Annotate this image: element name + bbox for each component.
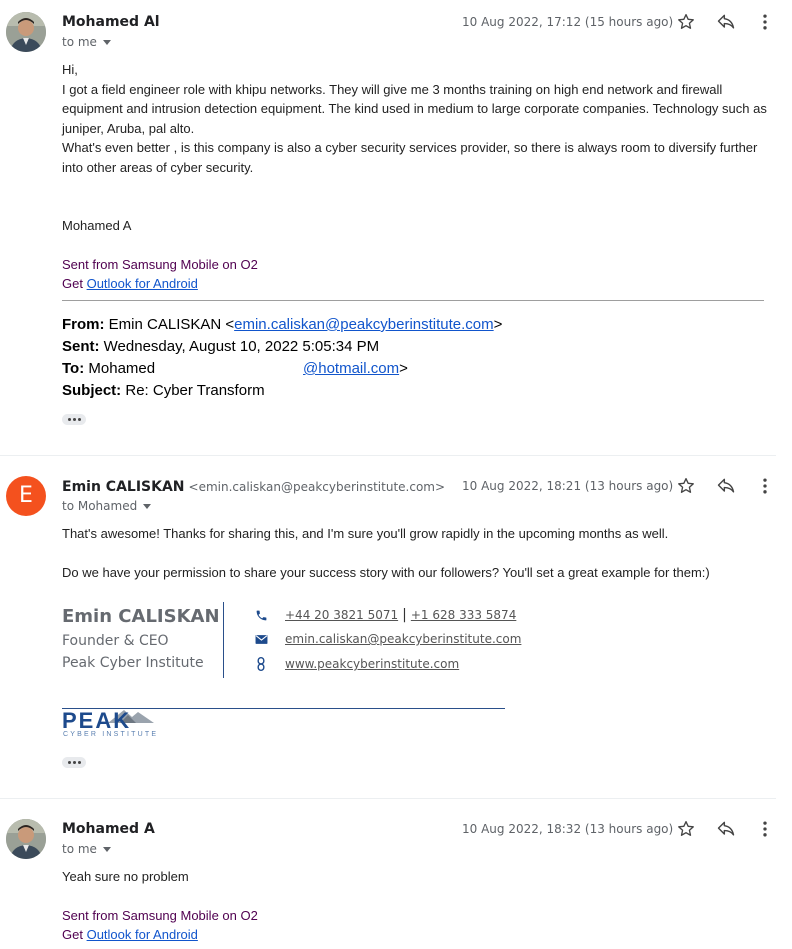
to-email-link[interactable]: @hotmail.com <box>303 360 400 377</box>
reply-button[interactable] <box>714 817 738 841</box>
reply-icon <box>716 12 736 32</box>
show-trimmed-content-button[interactable] <box>62 414 86 425</box>
website-link[interactable]: www.peakcyberinstitute.com <box>285 657 460 671</box>
sender-name[interactable]: Mohamed A <box>62 821 155 837</box>
sent-from-line: Sent from Samsung Mobile on O2 <box>62 257 258 272</box>
from-label: From: <box>62 316 105 333</box>
star-icon <box>676 12 696 32</box>
quote-divider <box>62 300 764 301</box>
recipient-dropdown[interactable] <box>62 842 111 856</box>
outlook-link[interactable]: Outlook for Android <box>86 276 198 291</box>
signature-vertical-divider <box>223 602 224 678</box>
from-name: Emin CALISKAN < <box>104 316 235 333</box>
sender-email: <emin.caliskan@peakcyberinstitute.com> <box>188 480 446 494</box>
signature-name: Emin CALISKAN <box>62 606 220 627</box>
signature-name: Mohamed A <box>62 218 132 233</box>
more-vert-icon <box>755 476 775 496</box>
signature-title: Founder & CEO <box>62 633 169 649</box>
to-name: Mohamed <box>84 360 156 377</box>
phone-separator: | <box>402 607 407 623</box>
show-trimmed-content-button[interactable] <box>62 757 86 768</box>
quoted-from-row <box>62 314 502 336</box>
star-icon <box>676 476 696 496</box>
reply-button[interactable] <box>714 10 738 34</box>
message-date: 10 Aug 2022, 18:32 (13 hours ago) <box>462 822 674 836</box>
quoted-sent-row <box>62 336 502 358</box>
sent-from-line: Sent from Samsung Mobile on O2 <box>62 908 258 923</box>
sender-display-name: Emin CALISKAN <box>62 479 185 495</box>
get-prefix: Get <box>62 276 87 291</box>
recipient-label: to Mohamed <box>62 499 138 513</box>
outlook-link[interactable]: Outlook for Android <box>86 927 198 942</box>
mail-icon <box>254 632 268 646</box>
subject-label: Subject: <box>62 382 122 399</box>
message-2 <box>0 456 792 798</box>
body-paragraph: Yeah sure no problem <box>62 869 189 884</box>
more-vert-icon <box>755 819 775 839</box>
quoted-subject-row <box>62 380 502 402</box>
star-icon <box>676 819 696 839</box>
reply-button[interactable] <box>714 474 738 498</box>
avatar[interactable]: E <box>6 476 46 516</box>
signature-website-row <box>254 657 459 671</box>
from-close: > <box>493 316 503 333</box>
more-options-button[interactable] <box>753 817 777 841</box>
caret-down-icon <box>103 847 111 852</box>
message-date: 10 Aug 2022, 18:21 (13 hours ago) <box>462 479 674 493</box>
caret-down-icon <box>103 40 111 45</box>
star-button[interactable] <box>674 474 698 498</box>
greeting: Hi, <box>62 62 78 77</box>
signature-email-row <box>254 632 521 646</box>
sender-name[interactable] <box>62 479 445 495</box>
message-body <box>62 60 774 177</box>
from-email-link[interactable]: emin.caliskan@peakcyberinstitute.com <box>234 316 494 333</box>
to-close: > <box>399 360 408 377</box>
more-options-button[interactable] <box>753 10 777 34</box>
quoted-header <box>62 314 502 402</box>
sent-label: Sent: <box>62 338 100 355</box>
quoted-to-row <box>62 358 502 380</box>
get-outlook-line <box>62 274 774 294</box>
signature-org: Peak Cyber Institute <box>62 655 204 671</box>
body-paragraph: Do we have your permission to share your success story with our followers? You'll set a great example for them:) <box>62 565 710 580</box>
body-paragraph: That's awesome! Thanks for sharing this, and I'm sure you'll grow rapidly in the upcoming months as well. <box>62 526 669 541</box>
body-paragraph: What's even better , is this company is also a cyber security services provider, so there is always room to diversify further into other areas of cyber security. <box>62 140 758 175</box>
avatar[interactable] <box>6 12 46 52</box>
logo-sub-text: CYBER INSTITUTE <box>63 731 159 738</box>
peak-logo <box>62 709 174 739</box>
message-1 <box>0 0 792 456</box>
reply-icon <box>716 476 736 496</box>
recipient-dropdown[interactable] <box>62 35 111 49</box>
to-label: To: <box>62 360 85 377</box>
more-vert-icon <box>755 12 775 32</box>
reply-icon <box>716 819 736 839</box>
star-button[interactable] <box>674 817 698 841</box>
link-icon <box>254 657 268 671</box>
subject-value: Re: Cyber Transform <box>121 382 265 399</box>
recipient-label: to me <box>62 842 97 856</box>
signature-email-link[interactable]: emin.caliskan@peakcyberinstitute.com <box>285 632 522 646</box>
get-prefix: Get <box>62 927 87 942</box>
star-button[interactable] <box>674 10 698 34</box>
phone-link-2[interactable]: +1 628 333 5874 <box>410 608 517 622</box>
body-paragraph: I got a field engineer role with khipu networks. They will give me 3 months training on high end network and firewall equipment and intrusion detection equipment. The kind used in medium to large corporate companies. Technology such as juniper, Aruba, pal alto. <box>62 81 767 136</box>
recipient-dropdown[interactable] <box>62 499 151 513</box>
signature-phone-row <box>254 607 516 623</box>
get-outlook-line <box>62 925 774 945</box>
message-date: 10 Aug 2022, 17:12 (15 hours ago) <box>462 15 674 29</box>
message-3 <box>0 799 792 949</box>
logo-main-text: PEAK <box>62 708 132 733</box>
more-options-button[interactable] <box>753 474 777 498</box>
phone-icon <box>254 608 268 622</box>
avatar[interactable] <box>6 819 46 859</box>
caret-down-icon <box>143 504 151 509</box>
sent-value: Wednesday, August 10, 2022 5:05:34 PM <box>99 338 380 355</box>
phone-link-1[interactable]: +44 20 3821 5071 <box>285 608 399 622</box>
recipient-label: to me <box>62 35 97 49</box>
sender-name[interactable]: Mohamed Al <box>62 14 160 30</box>
